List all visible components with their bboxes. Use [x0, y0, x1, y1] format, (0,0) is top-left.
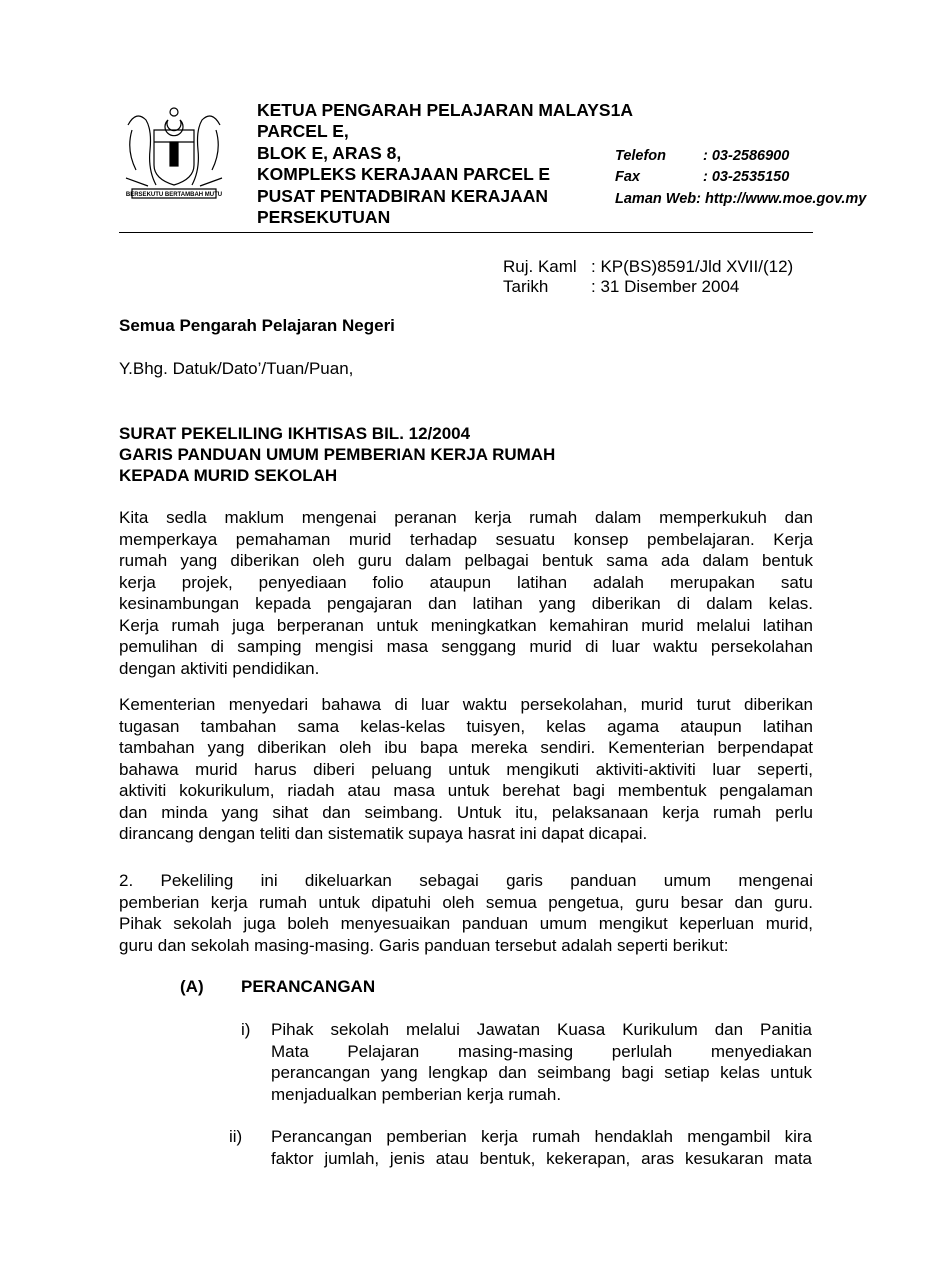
- contact-website: Laman Web: http://www.moe.gov.my: [615, 190, 867, 207]
- header-divider: [119, 232, 813, 233]
- text-line: tambahan yang diberikan oleh ibu bapa mereka sendiri. Kementerian berpendapat: [119, 738, 813, 757]
- section-heading: PERANCANGAN: [241, 977, 376, 996]
- address-line: KETUA PENGARAH PELAJARAN MALAYS1A: [257, 100, 633, 120]
- text-line: kesinambungan kepada pengajaran dan latihan yang diberikan di dalam kelas.: [119, 594, 813, 613]
- text-line: perancangan yang lengkap dan seimbang bagi setiap kelas untuk: [271, 1063, 812, 1082]
- address-line: PERSEKUTUAN: [257, 207, 391, 228]
- paragraph-1: [119, 507, 813, 679]
- text-line: pemberian kerja rumah untuk dipatuhi oleh semua pengetua, guru besar dan guru.: [119, 892, 813, 912]
- text-line: faktor jumlah, jenis atau bentuk, kekerapan, aras kesukaran mata: [271, 1148, 812, 1168]
- text-line: rumah yang diberikan oleh guru dalam pelbagai bentuk sama ada dalam bentuk: [119, 551, 813, 570]
- paragraph-2: [119, 694, 813, 845]
- text-line: menjadualkan pemberian kerja rumah.: [271, 1084, 562, 1104]
- item-i: [271, 1019, 812, 1105]
- malaysia-coat-of-arms-logo: [118, 100, 230, 200]
- reference-block: [503, 257, 793, 297]
- address-line: KOMPLEKS KERAJAAN PARCEL E: [257, 164, 550, 185]
- item-marker: i): [241, 1020, 251, 1039]
- item-ii: [271, 1126, 812, 1169]
- reference-number: Ruj. Kaml : KP(BS)8591/Jld XVII/(12): [503, 257, 794, 276]
- text-line: dirancang dengan teliti dan sistematik supaya hasrat ini dapat dicapai.: [119, 824, 648, 843]
- salutation: Y.Bhg. Datuk/Dato’/Tuan/Puan,: [119, 359, 354, 378]
- letterhead-address: [257, 100, 633, 228]
- crest-motto: BERSEKUTU BERTAMBAH MUTU: [125, 192, 223, 198]
- text-line: Pihak sekolah juga boleh menyesuaikan panduan umum mengikut keperluan murid,: [119, 914, 813, 933]
- title-line: KEPADA MURID SEKOLAH: [119, 466, 338, 485]
- letter-title: [119, 423, 555, 486]
- text-line: Mata Pelajaran masing-masing perlulah menyediakan: [271, 1041, 812, 1061]
- text-line: bahawa murid harus diberi peluang untuk mengikuti aktiviti-aktiviti luar seperti,: [119, 759, 813, 779]
- item-marker: ii): [229, 1127, 243, 1146]
- address-line: PARCEL E,: [257, 121, 349, 142]
- reference-date: Tarikh : 31 Disember 2004: [503, 277, 740, 296]
- text-line: pemulihan di samping mengisi masa senggang murid di luar waktu persekolahan: [119, 637, 813, 656]
- section-marker: (A): [180, 977, 204, 996]
- paragraph-3: [119, 870, 813, 956]
- text-line: memperkaya pemahaman murid terhadap sesuatu konsep pembelajaran. Kerja: [119, 529, 813, 549]
- recipient: Semua Pengarah Pelajaran Negeri: [119, 316, 395, 335]
- contact-fax: Fax : 03-2535150: [615, 169, 790, 186]
- text-line: dengan aktiviti pendidikan.: [119, 658, 320, 678]
- address-line: BLOK E, ARAS 8,: [257, 142, 402, 163]
- text-line: Kita sedla maklum mengenai peranan kerja rumah dalam memperkukuh dan: [119, 508, 813, 527]
- title-line: GARIS PANDUAN UMUM PEMBERIAN KERJA RUMAH: [119, 445, 556, 464]
- text-line: Perancangan pemberian kerja rumah hendaklah mengambil kira: [271, 1127, 812, 1146]
- letterhead-contact: [615, 146, 866, 210]
- text-line: Pihak sekolah melalui Jawatan Kuasa Kurikulum dan Panitia: [271, 1020, 812, 1039]
- address-line: PUSAT PENTADBIRAN KERAJAAN: [257, 185, 549, 206]
- text-line: guru dan sekolah masing-masing. Garis panduan tersebut adalah seperti berikut:: [119, 935, 729, 955]
- text-line: tugasan tambahan sama kelas-kelas tuisyen, kelas agama ataupun latihan: [119, 716, 813, 736]
- text-line: kerja projek, penyediaan folio ataupun latihan adalah merupakan satu: [119, 572, 813, 592]
- text-line: Kementerian menyedari bahawa di luar waktu persekolahan, murid turut diberikan: [119, 695, 813, 714]
- text-line: aktiviti kokurikulum, riadah atau masa untuk berehat bagi membentuk pengalaman: [119, 781, 813, 800]
- text-line: Kerja rumah juga berperanan untuk meningkatkan kemahiran murid melalui latihan: [119, 615, 813, 635]
- text-line: 2. Pekeliling ini dikeluarkan sebagai garis panduan umum mengenai: [119, 871, 813, 890]
- text-line: dan minda yang sihat dan seimbang. Untuk itu, pelaksanaan kerja rumah perlu: [119, 802, 813, 822]
- contact-phone: Telefon : 03-2586900: [615, 148, 790, 164]
- title-line: SURAT PEKELILING IKHTISAS BIL. 12/2004: [119, 424, 471, 443]
